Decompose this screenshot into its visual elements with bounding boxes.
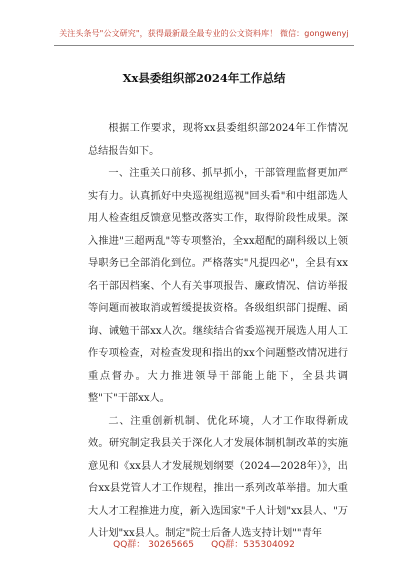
intro-paragraph: 根据工作要求，现将xx县委组织部2024年工作情况总结报告如下。: [88, 123, 348, 157]
header-divider: [54, 45, 354, 46]
footer-contact: QQ群： 30265665 QQ群：535304092: [113, 540, 295, 550]
document-body: [88, 118, 348, 546]
section-one-paragraph: 一、注重关口前移、抓早抓小，干部管理监督更加严实有力。认真抓好中央巡视组巡视"回头看"和中组部选人用人检查组反馈意见整改落实工作，取得阶段性成果。深入推进"三超两乱"等专项整治，全xx超配的副科级以上领导职务已全部消化到位。严格落实"凡提四必"，全县有xx名干部因档案、个人有关事项报告、廉政情况、信访举报等问题而被取消或暂缓提拔资格。各级组织部门提醒、函询、诫勉干部xx人次。继续结合省委巡视开展选人用人工作专项检查，对检查发现和指出的xx个问题整改情况进行重点督办。大力推进领导干部能上能下，全县共调整"下"干部xx人。: [88, 168, 348, 404]
header-note: 关注头条号"公文研究"，获得最新最全最专业的公文资料库！ 微信：gongwenyj: [59, 29, 349, 38]
document-title: Xx县委组织部2024年工作总结: [122, 71, 286, 85]
section-two-paragraph: 二、注重创新机制、优化环境，人才工作取得新成效。研究制定我县关于深化人才发展体制机制改革的实施意见和《xx县人才发展规划纲要（2024—2028年）》，出台xx县党管人才工作规程，推出一系列改革举措。加大重大人才工程推进力度，新入选国家"千人计划"xx县人、"万人计划"xx县人。制定"院士后备人选支持计划""青年: [88, 415, 348, 539]
